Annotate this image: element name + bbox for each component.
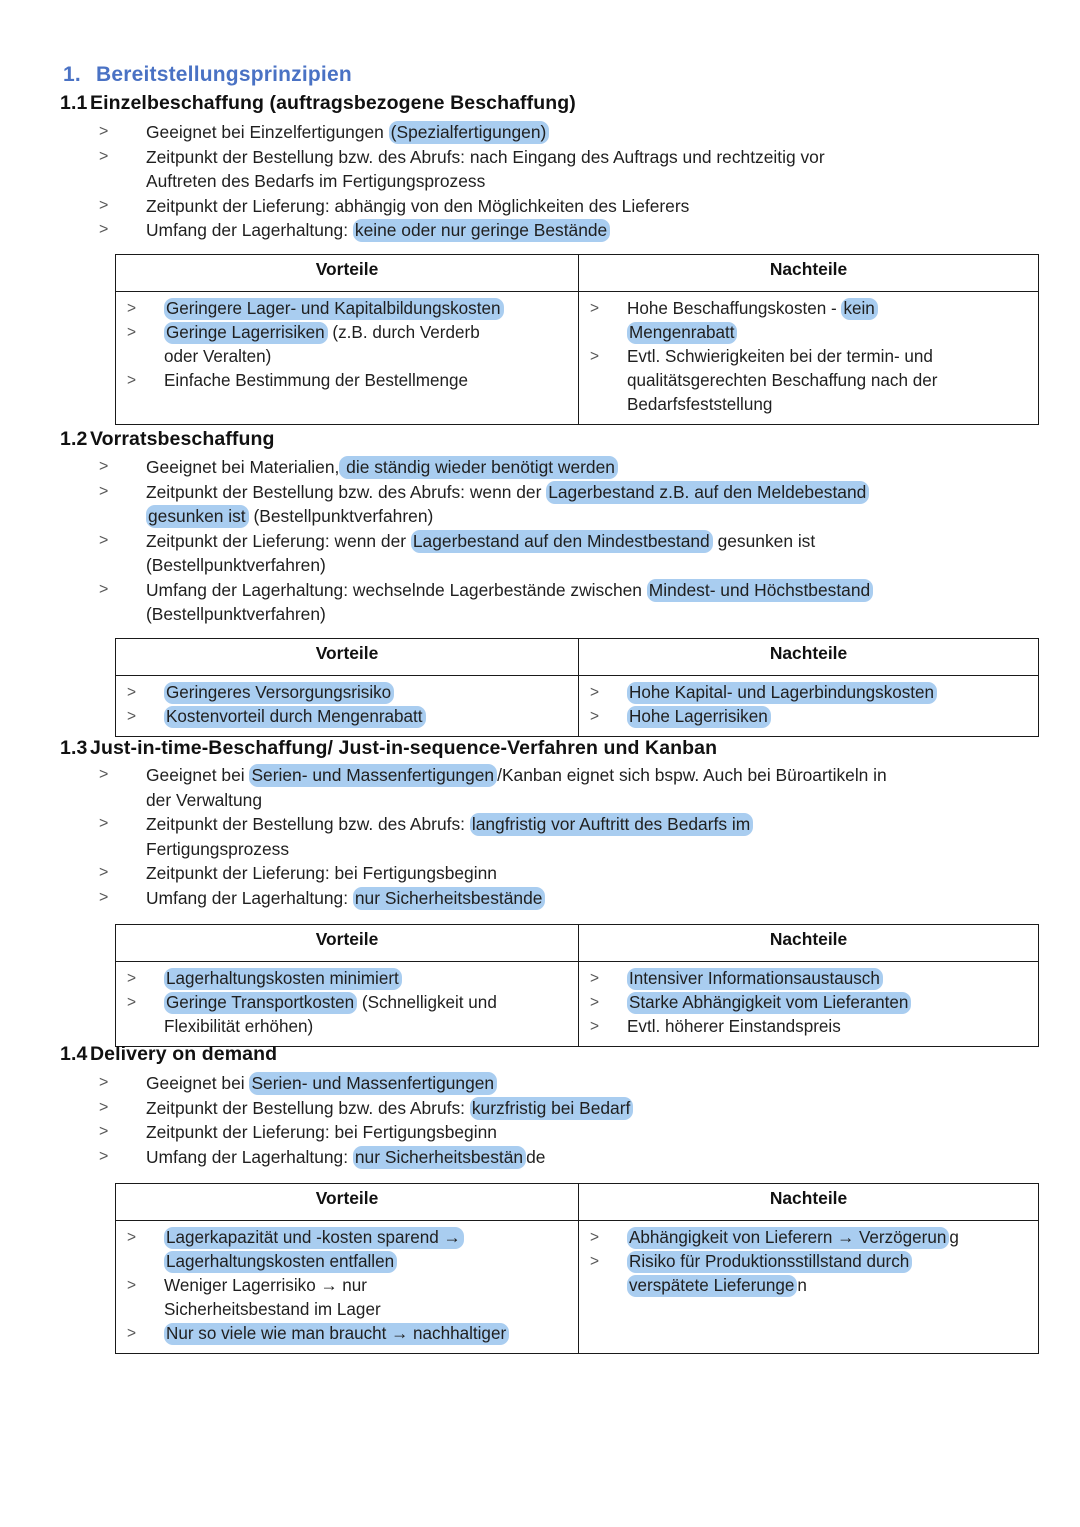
bullet-marker-icon: > — [590, 1253, 600, 1270]
bullet-marker-icon: > — [99, 1147, 109, 1165]
bullet-line — [585, 1250, 1032, 1274]
bullet-text: Bedarfsfeststellung — [627, 395, 773, 414]
bullet-text: Zeitpunkt der Bestellung bzw. des Abrufs: wenn der Lagerbestand z.B. auf den Meldebestand — [146, 481, 869, 504]
bullet-line — [99, 886, 887, 911]
bullet-text — [627, 706, 771, 728]
bullet-marker-icon: > — [99, 766, 109, 783]
highlight-span: Hohe Lagerrisiken — [627, 706, 771, 728]
section-number: 1.3 — [60, 737, 88, 759]
bullet-line — [99, 1096, 633, 1121]
bullet-line — [99, 861, 887, 886]
highlight-span: Geringe Lagerrisiken — [164, 322, 328, 344]
highlight-span: Risiko für Produktionsstillstand durch — [627, 1251, 912, 1273]
highlight-span: kein — [841, 298, 877, 320]
bullet-marker-icon: > — [127, 1325, 137, 1342]
column-header-cons: Nachteile — [579, 925, 1039, 962]
bullet-continuation-line — [122, 1298, 572, 1322]
highlight-span: Nur so viele wie man braucht → nachhaltiger — [164, 1323, 509, 1345]
column-header-cons: Nachteile — [579, 255, 1039, 292]
bullet-marker-icon: > — [99, 815, 109, 832]
bullet-line — [585, 345, 1032, 369]
bullet-continuation-line — [122, 1015, 572, 1039]
column-header-cons: Nachteile — [579, 1184, 1039, 1221]
bullet-list-1-2 — [99, 455, 873, 627]
section-title: Vorratsbeschaffung — [90, 428, 275, 450]
page-title — [63, 63, 352, 87]
bullet-marker-icon: > — [99, 888, 109, 906]
column-header-pros: Vorteile — [116, 255, 579, 292]
bullet-text: Flexibilität erhöhen) — [164, 1017, 314, 1036]
highlight-span: Lagerhaltungskosten minimiert — [164, 968, 402, 990]
bullet-line — [99, 145, 825, 170]
bullet-text — [164, 968, 402, 990]
bullet-text: Umfang der Lagerhaltung: nur Sicherheitsbestän de — [146, 1146, 546, 1167]
bullet-text: Zeitpunkt der Bestellung bzw. des Abrufs: kurzfristig bei Bedarf — [146, 1097, 633, 1120]
bullet-marker-icon: > — [99, 458, 109, 475]
cell-pros — [116, 1221, 579, 1354]
bullet-continuation-line — [585, 1274, 1032, 1298]
bullet-marker-icon: > — [99, 1098, 109, 1116]
highlight-span: nur Sicherheitsbestände — [353, 887, 546, 910]
bullet-text: Umfang der Lagerhaltung: wechselnde Lagerbestände zwischen Mindest- und Höchstbestand — [146, 579, 873, 602]
bullet-line — [122, 705, 572, 729]
bullet-continuation-line — [585, 321, 1032, 345]
bullet-continuation-line — [99, 602, 873, 627]
main-heading-text: Bereitstellungsprinzipien — [96, 63, 352, 86]
bullet-text — [627, 992, 911, 1014]
bullet-line — [585, 297, 1032, 321]
highlight-span: gesunken ist — [146, 505, 249, 528]
section-heading-1-2 — [60, 428, 275, 451]
cell-cons — [579, 292, 1039, 425]
bullet-continuation-line — [585, 369, 1032, 393]
pros-cons-table-1-4 — [115, 1183, 1039, 1354]
bullet-text: Zeitpunkt der Lieferung: bei Fertigungsbeginn — [146, 1122, 497, 1142]
column-header-cons: Nachteile — [579, 639, 1039, 676]
section-heading-1-4 — [60, 1043, 277, 1066]
bullet-text: Einfache Bestimmung der Bestellmenge — [164, 371, 469, 390]
highlight-span: verspätete Lieferunge — [627, 1275, 797, 1297]
bullet-line — [99, 1071, 633, 1096]
bullet-continuation-line — [99, 504, 873, 529]
bullet-continuation-line — [585, 393, 1032, 417]
table-header-row — [116, 255, 1039, 292]
bullet-marker-icon: > — [99, 1074, 109, 1091]
bullet-line — [99, 578, 873, 603]
bullet-text: Umfang der Lagerhaltung: keine oder nur geringe Bestände — [146, 219, 610, 242]
table-row — [116, 1221, 1039, 1354]
highlight-span: Kostenvorteil durch Mengenrabatt — [164, 706, 426, 728]
bullet-text: verspätete Lieferunge n — [629, 1276, 807, 1295]
section-heading-1-1 — [60, 92, 576, 115]
highlight-span: Lagerkapazität und -kosten sparend → — [164, 1227, 464, 1249]
bullet-line — [122, 681, 572, 705]
bullet-text: Geeignet bei Einzelfertigungen (Spezialfertigungen) — [146, 121, 549, 144]
highlight-span: Starke Abhängigkeit vom Lieferanten — [627, 992, 911, 1014]
bullet-text: gesunken ist (Bestellpunktverfahren) — [148, 506, 434, 526]
bullet-marker-icon: > — [99, 196, 109, 214]
highlight-span: Serien- und Massenfertigungen — [249, 1072, 497, 1095]
bullet-line — [122, 321, 572, 345]
highlight-span: keine oder nur geringe Bestände — [353, 219, 610, 242]
bullet-text — [164, 1251, 397, 1273]
column-header-pros: Vorteile — [116, 925, 579, 962]
pros-cons-table-1-3 — [115, 924, 1039, 1047]
section-title: Delivery on demand — [90, 1043, 278, 1065]
bullet-text: Umfang der Lagerhaltung: nur Sicherheitsbestände — [146, 887, 545, 910]
bullet-text — [164, 1323, 509, 1345]
highlight-span: Lagerhaltungskosten entfallen — [164, 1251, 397, 1273]
bullet-marker-icon: > — [127, 300, 137, 317]
bullet-marker-icon: > — [127, 1277, 137, 1294]
cell-pros — [116, 676, 579, 737]
highlight-span: nur Sicherheitsbestän — [353, 1146, 526, 1169]
bullet-line — [122, 1274, 572, 1298]
bullet-text: Auftreten des Bedarfs im Fertigungsprozess — [146, 171, 486, 191]
bullet-marker-icon: > — [590, 684, 600, 701]
bullet-marker-icon: > — [127, 372, 137, 389]
bullet-text — [164, 1227, 464, 1249]
bullet-text: Geringe Lagerrisiken (z.B. durch Verderb — [166, 323, 480, 342]
section-number: 1.2 — [60, 428, 88, 450]
bullet-continuation-line — [99, 553, 873, 578]
bullet-text: Zeitpunkt der Lieferung: wenn der Lagerbestand auf den Mindestbestand gesunken ist — [146, 530, 816, 551]
bullet-line — [585, 681, 1032, 705]
table-header-row — [116, 639, 1039, 676]
bullet-marker-icon: > — [99, 580, 109, 598]
bullet-text: Geringe Transportkosten (Schnelligkeit und — [166, 993, 497, 1012]
highlight-span: Serien- und Massenfertigungen — [249, 764, 497, 787]
bullet-line — [99, 120, 825, 145]
bullet-line — [99, 218, 825, 243]
bullet-line — [99, 1145, 633, 1170]
bullet-text: qualitätsgerechten Beschaffung nach der — [627, 371, 938, 390]
section-title: Einzelbeschaffung (auftragsbezogene Beschaffung) — [90, 92, 576, 114]
cell-cons — [579, 1221, 1039, 1354]
bullet-text: oder Veralten) — [164, 347, 272, 366]
section-number: 1.4 — [60, 1043, 88, 1065]
highlight-span: Mengenrabatt — [627, 322, 737, 344]
bullet-marker-icon: > — [99, 123, 109, 140]
highlight-span: langfristig vor Auftritt des Bedarfs im — [470, 813, 753, 836]
bullet-line — [122, 1322, 572, 1346]
cell-cons — [579, 962, 1039, 1047]
bullet-line — [99, 455, 873, 480]
bullet-text: Zeitpunkt der Lieferung: abhängig von den Möglichkeiten des Lieferers — [146, 195, 690, 216]
bullet-marker-icon: > — [99, 482, 109, 500]
bullet-line — [122, 991, 572, 1015]
bullet-marker-icon: > — [99, 221, 109, 238]
bullet-text — [164, 298, 504, 320]
highlight-span: Abhängigkeit von Lieferern → Verzögerun — [627, 1227, 949, 1249]
bullet-text — [164, 706, 426, 728]
table-row — [116, 292, 1039, 425]
bullet-text: Geeignet bei Materialien, die ständig wieder benötigt werden — [146, 456, 618, 479]
bullet-marker-icon: > — [127, 684, 137, 701]
bullet-text: Zeitpunkt der Bestellung bzw. des Abrufs: nach Eingang des Auftrags und rechtzeitig vor — [146, 146, 825, 167]
bullet-text: Fertigungsprozess — [146, 838, 290, 859]
section-number: 1.1 — [60, 92, 88, 114]
bullet-line — [122, 297, 572, 321]
bullet-marker-icon: > — [127, 970, 137, 987]
highlight-span: Mindest- und Höchstbestand — [647, 579, 873, 602]
bullet-marker-icon: > — [590, 1229, 600, 1246]
bullet-text: der Verwaltung — [146, 789, 263, 810]
bullet-text — [627, 1251, 912, 1273]
bullet-line — [99, 812, 887, 837]
bullet-text: Zeitpunkt der Lieferung: bei Fertigungsbeginn — [146, 863, 497, 883]
bullet-continuation-line — [99, 169, 825, 194]
bullet-line — [122, 1226, 572, 1250]
highlight-span: Geringe Transportkosten — [164, 992, 357, 1014]
highlight-span: Geringeres Versorgungsrisiko — [164, 682, 394, 704]
bullet-list-1-3 — [99, 763, 887, 910]
bullet-line — [99, 480, 873, 505]
section-heading-1-3 — [60, 737, 717, 760]
highlight-span: (Spezialfertigungen) — [389, 121, 550, 144]
bullet-marker-icon: > — [99, 1123, 109, 1140]
cell-pros — [116, 292, 579, 425]
table-row — [116, 676, 1039, 737]
bullet-marker-icon: > — [127, 994, 137, 1011]
bullet-marker-icon: > — [590, 708, 600, 725]
bullet-line — [99, 194, 825, 219]
bullet-text: Sicherheitsbestand im Lager — [164, 1300, 381, 1319]
highlight-span: kurzfristig bei Bedarf — [470, 1097, 634, 1120]
bullet-text — [627, 968, 883, 990]
table-row — [116, 962, 1039, 1047]
bullet-line — [585, 991, 1032, 1015]
bullet-text: Geeignet bei Serien- und Massenfertigungen — [146, 1072, 497, 1095]
bullet-marker-icon: > — [99, 864, 109, 881]
section-title: Just-in-time-Beschaffung/ Just-in-sequence-Verfahren und Kanban — [90, 737, 718, 759]
bullet-line — [99, 529, 873, 554]
cell-cons — [579, 676, 1039, 737]
bullet-marker-icon: > — [127, 1229, 137, 1246]
bullet-text: Geeignet bei Serien- und Massenfertigungen /Kanban eignet sich bspw. Auch bei Büroartikeln in — [146, 765, 887, 785]
bullet-line — [585, 967, 1032, 991]
bullet-marker-icon: > — [590, 1018, 600, 1035]
column-header-pros: Vorteile — [116, 639, 579, 676]
highlight-span: die ständig wieder benötigt werden — [339, 456, 618, 479]
bullet-marker-icon: > — [99, 531, 109, 549]
bullet-continuation-line — [122, 345, 572, 369]
bullet-marker-icon: > — [590, 994, 600, 1011]
table-header-row — [116, 1184, 1039, 1221]
bullet-list-1-4 — [99, 1071, 633, 1169]
table-header-row — [116, 925, 1039, 962]
bullet-line — [585, 1015, 1032, 1039]
bullet-text: Weniger Lagerrisiko → nur — [164, 1276, 367, 1295]
bullet-marker-icon: > — [590, 970, 600, 987]
bullet-marker-icon: > — [127, 708, 137, 725]
bullet-text: Hohe Beschaffungskosten - kein — [627, 298, 878, 320]
bullet-text: Evtl. Schwierigkeiten bei der termin- und — [627, 347, 933, 366]
highlight-span: Intensiver Informationsaustausch — [627, 968, 883, 990]
bullet-text: (Bestellpunktverfahren) — [146, 604, 326, 624]
main-heading-number: 1. — [63, 63, 81, 86]
bullet-text — [627, 682, 937, 704]
pros-cons-table-1-1 — [115, 254, 1039, 425]
bullet-continuation-line — [122, 1250, 572, 1274]
bullet-marker-icon: > — [99, 147, 109, 165]
bullet-marker-icon: > — [590, 348, 600, 365]
bullet-continuation-line — [99, 788, 887, 813]
bullet-line — [122, 967, 572, 991]
pros-cons-table-1-2 — [115, 638, 1039, 737]
bullet-line — [585, 1226, 1032, 1250]
bullet-text: Abhängigkeit von Lieferern → Verzögerun g — [629, 1228, 959, 1247]
bullet-marker-icon: > — [127, 324, 137, 341]
bullet-line — [585, 705, 1032, 729]
bullet-line — [99, 763, 887, 788]
cell-pros — [116, 962, 579, 1047]
bullet-marker-icon: > — [590, 300, 600, 317]
bullet-text: Evtl. höherer Einstandspreis — [627, 1017, 841, 1036]
bullet-list-1-1 — [99, 120, 825, 243]
bullet-text: Zeitpunkt der Bestellung bzw. des Abrufs: langfristig vor Auftritt des Bedarfs im — [146, 813, 753, 836]
bullet-line — [99, 1120, 633, 1145]
highlight-span: Lagerbestand z.B. auf den Meldebestand — [546, 481, 869, 504]
bullet-line — [122, 369, 572, 393]
highlight-span: Geringere Lager- und Kapitalbildungskosten — [164, 298, 504, 320]
bullet-text — [164, 682, 394, 704]
bullet-text — [627, 322, 737, 344]
bullet-text: (Bestellpunktverfahren) — [146, 555, 326, 575]
column-header-pros: Vorteile — [116, 1184, 579, 1221]
bullet-continuation-line — [99, 837, 887, 862]
highlight-span: Lagerbestand auf den Mindestbestand — [411, 530, 713, 553]
highlight-span: Hohe Kapital- und Lagerbindungskosten — [627, 682, 937, 704]
